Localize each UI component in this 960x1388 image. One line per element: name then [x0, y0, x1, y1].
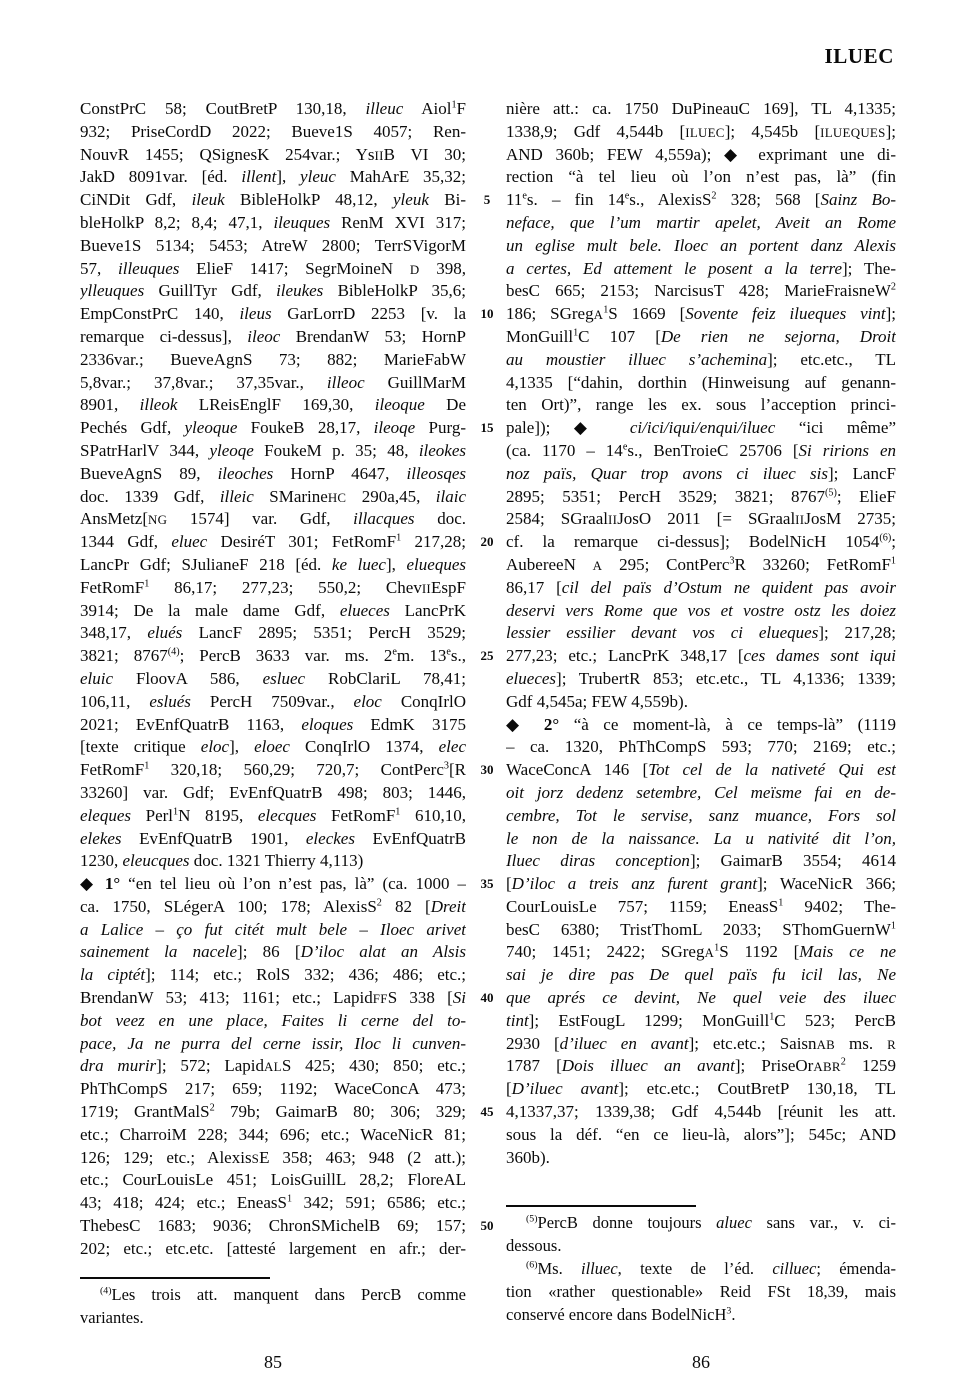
text-line: $^{(4)}$Les trois att. manquent dans PercB comme [100, 1285, 466, 1304]
text-line: au moustier illuec s’achemina]; etc.etc., TL [506, 349, 896, 369]
text-line: 33260] var. Gdf; EvEnfQuatrB 498; 803; 1446, [80, 782, 466, 802]
text-line: elekes EvEnfQuatrB 1901, eleckes EvEnfQuatrB [80, 828, 466, 848]
text-line: a Lalice – ço fut citét mult bele – Iloec arivet [80, 919, 466, 939]
text-line: eluic FloovA 586, esluec RobClariL 78,41; [80, 668, 466, 688]
gutter-line-number: 20 [480, 534, 494, 550]
text-line: 106,11, eslués PercH 7509var., eloc ConqIrlO [80, 691, 466, 711]
left-footnote-text [80, 1283, 466, 1329]
text-line: ◆ 2° “à ce moment-là, à ce temps-là” (1119 [506, 714, 896, 734]
gutter-line-number: 35 [480, 876, 494, 892]
text-line: tion «rather questionable» Reid FSt 18,39, mais [506, 1282, 896, 1301]
text-line: deservi vers Rome que vos et vostre ostz les doiez [506, 600, 896, 620]
gutter-line-number: 5 [483, 192, 491, 208]
text-line: eleques Perl$^1$N 8195, elecques FetRomF$^1$ 610,10, [80, 805, 466, 825]
text-line: Pechés Gdf, yleoque FoukeB 28,17, ileoqe Purg- [80, 418, 466, 438]
left-footnote-block [80, 1277, 466, 1329]
text-line: 2930 [d’iluec en avant]; etc.etc.; SaisnAB ms. R [506, 1033, 896, 1053]
text-line: $^{(5)}$PercB donne toujours aluec sans var., v. ci- [526, 1213, 896, 1232]
text-line: 740; 1451; 2422; SGregA$^1$S 1192 [Mais ce ne [506, 942, 896, 962]
text-line: ylleuques GuillTyr Gdf, ileukes BibleHolkP 35,6; [80, 281, 466, 301]
text-line: oit jorz dedenz setembre, Cel meïsme fai en de- [506, 782, 896, 802]
text-line: BueveAgnS 89, ileoches HornP 4647, illeosqes [80, 463, 466, 483]
text-line: dra murir]; 572; LapidALS 425; 430; 850; etc.; [80, 1056, 466, 1076]
text-line: elueces]; TrubertR 853; etc.etc., TL 4,1336; 1339; [506, 668, 896, 688]
text-line: cembre, Tot le servise, sanz muance, Fors sol [506, 805, 896, 825]
footnote-rule [80, 1277, 270, 1279]
text-line: FetRomF$^1$ 86,17; 277,23; 550,2; ChevIIEspF [80, 577, 466, 597]
text-line: un eglise mult bele. Iloec an portent danz Alexis [506, 235, 896, 255]
gutter-line-number: 40 [480, 990, 494, 1006]
text-line: noz païs, Quar trop avons ci iluec sis]; LancF [506, 463, 896, 483]
text-line: ◆ 1° “en tel lieu où l’on n’est pas, là” (ca. 1000 – [80, 874, 466, 894]
text-line: le non de la naissance. La u nativité dit l’on, [506, 828, 896, 848]
text-line: 1344 Gdf, eluec DesiréT 301; FetRomF$^1$ 217,28; [80, 532, 466, 552]
text-line: JakD 8091var. [éd. illent], yleuc MahArE 35,32; [80, 167, 466, 187]
text-line: WaceConcA 146 [Tot cel de la nativeté Qui est [506, 760, 896, 780]
gutter-line-numbers [470, 0, 504, 1388]
text-line: Iluec diras conception]; GaimarB 3554; 4614 [506, 851, 896, 871]
left-column-text [80, 98, 466, 1261]
text-line: Bueve1S 5134; 5453; AtreW 2800; TerrSVigorM [80, 235, 466, 255]
text-line: PhThCompS 217; 659; 1192; WaceConcA 473; [80, 1079, 466, 1099]
text-line: AnsMetz[NG 1574] var. Gdf, illacques doc. [80, 509, 466, 529]
gutter-line-number: 50 [480, 1218, 494, 1234]
text-line: NouvR 1455; QSignesK 254var.; YsIIB VI 30; [80, 144, 466, 164]
text-line: CiNDit Gdf, ileuk BibleHolkP 48,12, yleuk Bi- [80, 190, 466, 210]
gutter-line-number: 15 [480, 420, 494, 436]
text-line: (ca. 1170 – 14es., BenTroieC 25706 [Si ririons en [506, 440, 896, 460]
text-line: LancPr Gdf; SJulianeF 218 [éd. ke luec], elueques [80, 554, 466, 574]
text-line: EmpConstPrC 140, ileus GarLorrD 2253 [v. la [80, 304, 466, 324]
text-line: 1719; GrantMalS$^2$ 79b; GaimarB 80; 306; 329; [80, 1102, 466, 1122]
text-line: rection “à tel lieu où l’on n’est pas, là” (fin [506, 167, 896, 187]
text-line: AND 360b; FEW 4,559a); ◆ exprimant une di- [506, 144, 896, 164]
footnote-rule [506, 1205, 696, 1207]
text-line: nière att.: ca. 1750 DuPineauC 169], TL 4,1335; [506, 99, 896, 118]
text-line: BrendanW 53; 413; 1161; etc.; LapidFFS 338 [Si [80, 988, 466, 1008]
text-line: pace, Ja ne purra del cerne issir, Iloc li cunven- [80, 1033, 466, 1053]
text-line: [D’iluec avant]; etc.etc.; CoutBretP 130,18, TL [506, 1079, 896, 1099]
text-line: AubereeN A 295; ContPerc$^3$R 33260; FetRomF$^1$ [506, 554, 896, 574]
text-line: que aprés ce devint, Ne quel veie des iluec [506, 988, 896, 1008]
text-line: 11es. – fin 14es., AlexisS$^2$ 328; 568 [Sainz Bo- [506, 190, 896, 210]
text-line: FetRomF$^1$ 320,18; 560,29; 720,7; ContPerc$^3$[R [80, 760, 466, 780]
text-line: 86,17 [cil del païs d’Ostum ne quident pas avoir [506, 577, 896, 597]
page-number-left: 85 [264, 1352, 282, 1372]
text-line: besC 6380; TristThomL 2033; SThomGuernW$^1$ [506, 919, 896, 939]
gutter-line-number: 30 [480, 762, 494, 778]
text-line: sai je dire pas De quel païs fu icil las, Ne [506, 965, 896, 985]
text-line: 8901, illeok LReisEnglF 169,30, ileoque De [80, 395, 466, 415]
text-line: 2021; EvEnfQuatrB 1163, eloques EdmK 3175 [80, 714, 466, 734]
text-line: Gdf 4,545a; FEW 4,559b). [506, 691, 688, 711]
text-line: 360b). [506, 1147, 550, 1167]
text-line: 3914; De la male dame Gdf, elueces LancPrK [80, 600, 466, 620]
text-line: 57, illeuques ElieF 1417; SegrMoineN D 398, [80, 258, 466, 278]
text-line: lessier essilier devant vos ci elueques]; 217,28; [506, 623, 896, 643]
text-line: variantes. [80, 1308, 144, 1327]
text-line: dessous. [506, 1236, 562, 1255]
text-line: etc.; CourLouisLe 451; LoisGuillL 28,2; FloreAL [80, 1170, 466, 1190]
text-line: tint]; EstFougL 1299; MonGuill$^1$C 523; PercB [506, 1010, 896, 1030]
text-line: cf. la remarque ci-dessus]; BodelNicH 1054$^{(6)}$; [506, 532, 896, 552]
page-header-entry-title: ILUEC [824, 44, 894, 68]
text-line: $^{(6)}$Ms. illuec, texte de l’éd. cilluec; émenda- [526, 1259, 896, 1278]
text-line: 932; PriseCordD 2022; Bueve1S 4057; Ren- [80, 121, 466, 141]
text-line: MonGuill$^1$C 107 [De rien ne sejorna, Droit [506, 326, 896, 346]
text-line: SPatrHarlV 344, yleoqe FoukeM p. 35; 48, ileokes [80, 440, 466, 460]
text-line: 1787 [Dois illuec an avant]; PriseOrABR$^2$ 1259 [506, 1056, 896, 1076]
right-footnote-block [506, 1205, 896, 1326]
text-line: bot veez en une place, Faites li cerne del to- [80, 1010, 466, 1030]
text-line: CourLouisLe 757; 1159; EneasS$^1$ 9402; The- [506, 896, 896, 916]
text-line: doc. 1339 Gdf, illeic SMarineHC 290a,45, ilaic [80, 486, 466, 506]
text-line: ca. 1750, SLégerA 100; 178; AlexisS$^2$ 82 [Dreit [80, 896, 466, 916]
text-line: 2336var.; BueveAgnS 73; 882; MarieFabW [80, 349, 466, 369]
text-line: 348,17, elués LancF 2895; 5351; PercH 3529; [80, 623, 466, 643]
text-line: [texte critique eloc], eloec ConqIrlO 1374, elec [80, 737, 466, 757]
text-line: sainement la nacele]; 86 [D’iloc alat an Alsis [80, 942, 466, 962]
text-line: ThebesC 1683; 9036; ChronSMichelB 69; 157; [80, 1216, 466, 1236]
gutter-line-number: 10 [480, 306, 494, 322]
text-line: 2895; 5351; PercH 3529; 3821; 8767$^{(5)}$; ElieF [506, 486, 896, 506]
text-line: etc.; CharroiM 228; 344; 696; etc.; WaceNicR 81; [80, 1124, 466, 1144]
gutter-line-number: 25 [480, 648, 494, 664]
text-line: remarque ci-dessus], ileoc BrendanW 53; HornP [80, 326, 466, 346]
text-line: ten Ort)”, range les ex. sous l’acception princi- [506, 395, 896, 415]
text-line: la ciptét]; 114; etc.; RolS 332; 436; 486; etc.; [80, 965, 466, 985]
right-column-text [506, 98, 896, 1169]
text-line: ConstPrC 58; CoutBretP 130,18, illeuc Aiol$^1$F [80, 99, 466, 118]
text-line: 2584; SGraalIIJosO 2011 [= SGraalIIJosM 2735; [506, 509, 896, 529]
text-line: 277,23; etc.; LancPrK 348,17 [ces dames sont iqui [506, 646, 896, 666]
gutter-line-number: 45 [480, 1104, 494, 1120]
text-line: 202; etc.; etc.etc. [attesté largement en afr.; der- [80, 1238, 466, 1258]
text-line: 5,8var.; 37,8var.; 37,35var., illeoc GuillMarM [80, 372, 466, 392]
text-line: bleHolkP 8,2; 8,4; 47,1, ileuques RenM XVI 317; [80, 212, 466, 232]
text-line: 186; SGregA$^1$S 1669 [Sovente feiz ilueques vint]; [506, 304, 896, 324]
text-line: pale]); ◆ ci/ici/iqui/enqui/iluec “ici même” [506, 418, 896, 438]
text-line: 126; 129; etc.; AlexisSE 358; 463; 948 (2 att.); [80, 1147, 466, 1167]
text-line: 1230, eleucques doc. 1321 Thierry 4,113) [80, 851, 364, 871]
text-line: 3821; 8767$^{(4)}$; PercB 3633 var. ms. 2em. 13es., [80, 646, 466, 666]
text-line: 4,1337,37; 1339,38; Gdf 4,544b [réunit les att. [506, 1102, 896, 1122]
text-line: neface, que l’um martir apelet, Aveit an Rome [506, 212, 896, 232]
text-line: sous la déf. “en ce lieu-là, alors”]; 545c; AND [506, 1124, 896, 1144]
text-line: 1338,9; Gdf 4,544b [ILUEC]; 4,545b [ILUEQUES]; [506, 121, 896, 141]
text-line: 4,1335 [“dahin, dorthin (Hinweisung auf genann- [506, 372, 896, 392]
right-footnote-text [506, 1211, 896, 1326]
text-line: – ca. 1320, PhThCompS 593; 770; 2169; etc.; [506, 737, 896, 757]
text-line: [D’iloc a treis anz furent grant]; WaceNicR 366; [506, 874, 896, 894]
text-line: conservé encore dans BodelNicH$^3$. [506, 1305, 736, 1324]
page-number-right: 86 [692, 1352, 710, 1372]
text-line: a certes, Ed attement le posent a la terre]; The- [506, 258, 896, 278]
text-line: besC 665; 2153; NarcisusT 428; MarieFraisneW$^2$ [506, 281, 896, 301]
text-line: 43; 418; 424; etc.; EneasS$^1$ 342; 591; 6586; etc.; [80, 1193, 466, 1213]
